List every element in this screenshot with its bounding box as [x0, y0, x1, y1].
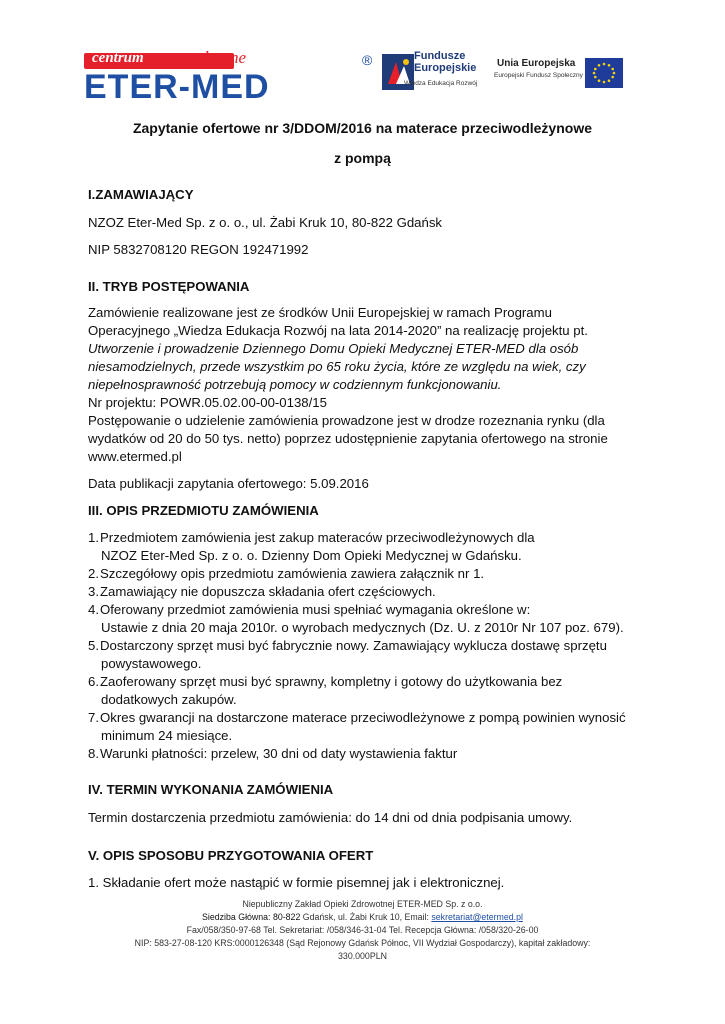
- section-2-line-8: wydatków od 20 do 50 tys. netto) poprzez udostępnienie zapytania ofertowego na stronie: [88, 431, 608, 446]
- list-item: [88, 638, 607, 653]
- section-1-nip-regon: NIP 5832708120 REGON 192471992: [88, 242, 309, 257]
- section-3-heading: III. OPIS PRZEDMIOTU ZAMÓWIENIA: [88, 503, 319, 518]
- section-1-heading: I.ZAMAWIAJĄCY: [88, 187, 194, 202]
- list-item: [88, 746, 457, 761]
- list-item-text: Oferowany przedmiot zamówienia musi spełniać wymagania określone w:: [100, 602, 531, 617]
- footer-line-5: 330.000PLN: [338, 951, 387, 961]
- section-5-line-1: 1. Składanie ofert może nastąpić w formie pisemnej jak i elektronicznej.: [88, 875, 505, 890]
- fe-subtitle: Wiedza Edukacja Rozwój: [404, 80, 478, 87]
- footer-line-2: [0, 912, 725, 922]
- list-item-continuation: Ustawie z dnia 20 maja 2010r. o wyrobach medycznych (Dz. U. z 2010r Nr 107 poz. 679).: [101, 620, 624, 635]
- list-item-text: Zaoferowany sprzęt musi być sprawny, kompletny i gotowy do użytkowania bez: [100, 674, 563, 689]
- section-1-address: NZOZ Eter-Med Sp. z o. o., ul. Żabi Kruk 10, 80-822 Gdańsk: [88, 215, 443, 230]
- list-item-text: Dostarczony sprzęt musi być fabrycznie nowy. Zamawiający wyklucza dostawę sprzętu: [100, 638, 607, 653]
- unia-europejska-title: Unia Europejska: [497, 58, 576, 69]
- footer-email-link[interactable]: sekretariat@etermed.pl: [431, 912, 523, 922]
- list-item-number: 2.: [88, 566, 99, 581]
- fe-title-line-1: Fundusze: [414, 50, 466, 62]
- list-item-number: 1.: [88, 530, 99, 545]
- list-item: [88, 710, 626, 725]
- section-5-heading: V. OPIS SPOSOBU PRZYGOTOWANIA OFERT: [88, 848, 374, 863]
- section-2-heading: II. TRYB POSTĘPOWANIA: [88, 279, 250, 294]
- section-2-website: www.etermed.pl: [88, 449, 182, 464]
- list-item-continuation: dodatkowych zakupów.: [101, 692, 237, 707]
- section-2-line-4: niesamodzielnych, przede wszystkim po 65 roku życia, które ze względu na wiek, czy: [88, 359, 586, 374]
- footer-line-3: Fax/058/350-97-68 Tel. Sekretariat: /058/346-31-04 Tel. Recepcja Główna: /058/320-26-00: [186, 925, 539, 935]
- list-item-number: 4.: [88, 602, 99, 617]
- footer-line-1: Niepubliczny Zakład Opieki Zdrowotnej ETER-MED Sp. z o.o.: [242, 899, 483, 909]
- list-item-number: 8.: [88, 746, 99, 761]
- list-item-number: 3.: [88, 584, 99, 599]
- section-4-heading: IV. TERMIN WYKONANIA ZAMÓWIENIA: [88, 782, 334, 797]
- list-item-text: Przedmiotem zamówienia jest zakup materaców przeciwodleżynowych dla: [100, 530, 535, 545]
- logo-medyczne: medyczne: [180, 48, 247, 67]
- section-2-line-2: Operacyjnego „Wiedza Edukacja Rozwój na lata 2014-2020” na realizację projektu pt.: [88, 323, 588, 338]
- list-item-text: Zamawiający nie dopuszcza składania ofert częściowych.: [100, 584, 436, 599]
- section-2-line-3: Utworzenie i prowadzenie Dziennego Domu Opieki Medycznej ETER-MED dla osób: [88, 341, 579, 356]
- list-item-continuation: minimum 24 miesiące.: [101, 728, 233, 743]
- logo-etermed: ETER-MED: [84, 68, 270, 106]
- list-item-text: Okres gwarancji na dostarczone materace przeciwodleżynowe z pompą powinien wynosić: [100, 710, 626, 725]
- section-2-line-5: niepełnosprawność potrzebują pomocy w codziennym funkcjonowaniu.: [88, 377, 502, 392]
- section-2-publication-date: Data publikacji zapytania ofertowego: 5.09.2016: [88, 476, 369, 491]
- list-item-number: 6.: [88, 674, 99, 689]
- list-item: [88, 674, 562, 689]
- list-item-continuation: NZOZ Eter-Med Sp. z o. o. Dzienny Dom Opieki Medycznej w Gdańsku.: [101, 548, 522, 563]
- list-item-continuation: powystawowego.: [101, 656, 202, 671]
- document-title-line-1: Zapytanie ofertowe nr 3/DDOM/2016 na materace przeciwodleżynowe: [132, 120, 593, 136]
- section-2-line-7: Postępowanie o udzielenie zamówienia prowadzone jest w drodze rozeznania rynku (dla: [88, 413, 605, 428]
- list-item: [88, 566, 484, 581]
- logo-centrum: centrum: [92, 50, 144, 66]
- footer-hq-label: Siedziba Główna: 80-822: [202, 912, 301, 922]
- list-item-text: Szczegółowy opis przedmiotu zamówienia zawiera załącznik nr 1.: [100, 566, 485, 581]
- list-item-number: 5.: [88, 638, 99, 653]
- registered-mark: ®: [362, 52, 373, 68]
- list-item: [88, 530, 535, 545]
- unia-europejska-subtitle: Europejski Fundusz Społeczny: [494, 72, 583, 79]
- eu-flag-icon: [585, 58, 623, 88]
- header-logos: [0, 40, 725, 110]
- fe-title-line-2: Europejskie: [414, 62, 477, 74]
- list-item-number: 7.: [88, 710, 99, 725]
- list-item: [88, 602, 530, 617]
- footer-line-4: NIP: 583-27-08-120 KRS:0000126348 (Sąd Rejonowy Gdańsk Północ, VII Wydział Gospodarczy), kapitał zakładowy:: [134, 938, 591, 948]
- fundusze-europejskie-title: [414, 50, 476, 74]
- document-title-line-2: z pompą: [334, 150, 391, 166]
- section-4-line-1: Termin dostarczenia przedmiotu zamówienia: do 14 dni od dnia podpisania umowy.: [88, 810, 573, 825]
- section-2-line-1: Zamówienie realizowane jest ze środków Unii Europejskiej w ramach Programu: [88, 305, 552, 320]
- footer-address: Gdańsk, ul. Żabi Kruk 10, Email:: [300, 912, 432, 922]
- section-2-project-number: Nr projektu: POWR.05.02.00-00-0138/15: [88, 395, 327, 410]
- list-item: [88, 584, 436, 599]
- list-item-text: Warunki płatności: przelew, 30 dni od daty wystawienia faktur: [100, 746, 458, 761]
